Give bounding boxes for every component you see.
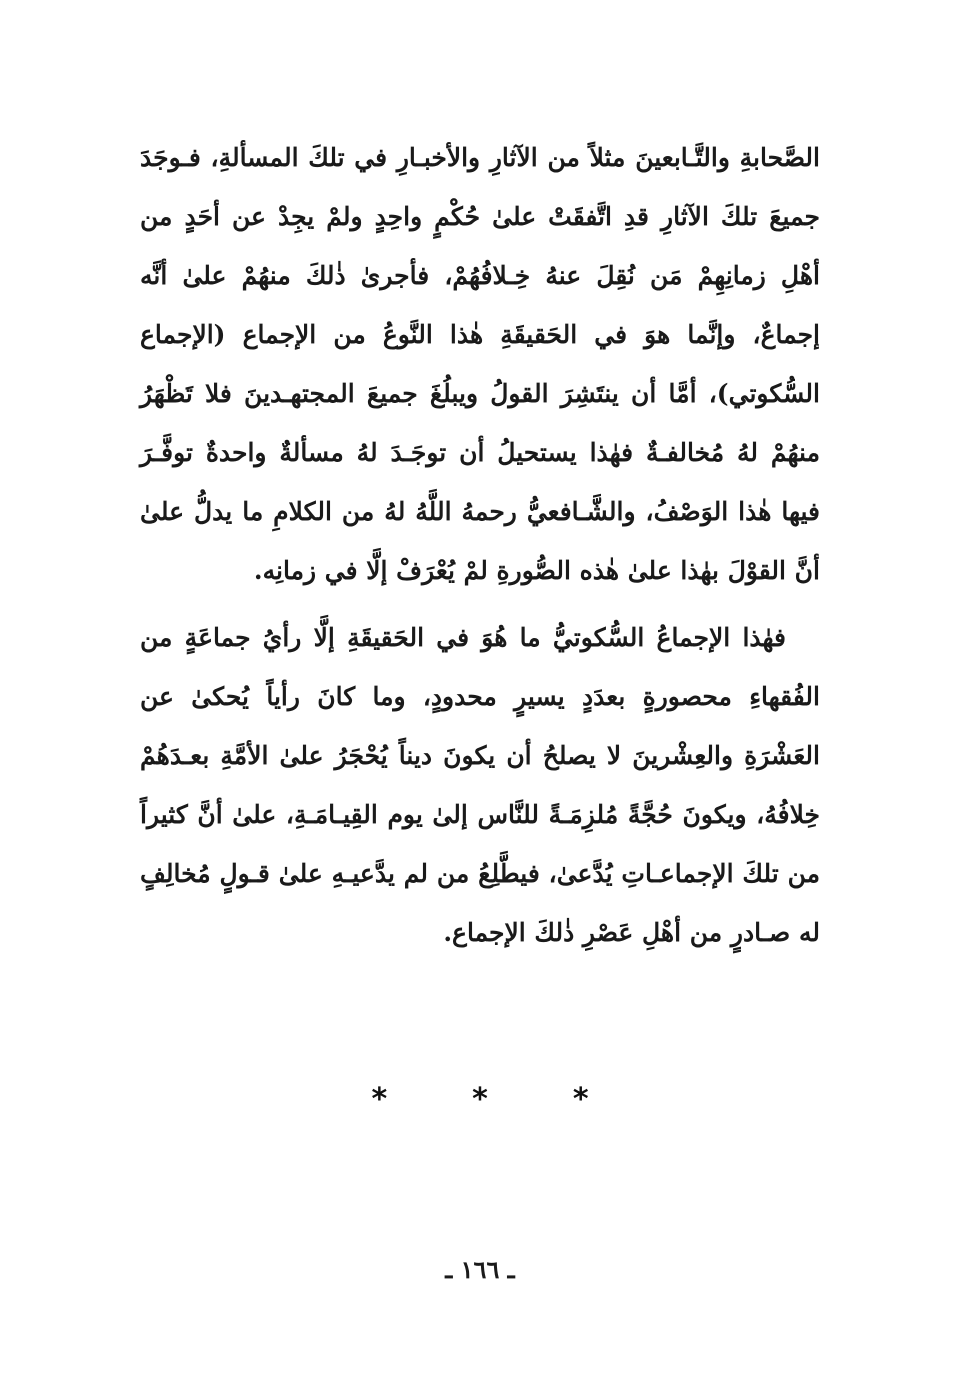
separator-asterisk: * [472, 1082, 488, 1117]
paragraph-2 [140, 608, 820, 962]
paragraph-1: الصَّحابةِ والتَّـابعينَ مثلاً من الآثارِ والأخبـارِ في تلكَ المسألةِ، فـوجَدَ جميعَ تلكَ الآثارِ قدِ اتَّفقَتْ علىٰ حُكْمٍ واحِدٍ ولمْ يجِدْ عن أحَدٍ من أهْلِ زمانِهِمْ مَن نُقِلَ عنهُ خِـلافُهُمْ، فأجرىٰ ذٰلكَ منهُمْ علىٰ أنَّه إجماعٌ، وإنَّما هوَ في الحَقيقَةِ هٰذا النَّوعُ من الإجماع (الإجماع السُّكوتي)، أمَّا أن ينتَشِرَ القولُ ويبلُغَ جميعَ المجتهـدينَ فلا تَظْهَرُ منهُمْ لهُ مُخالفـةٌ فهٰذا يستحيلُ أن توجَـدَ لهُ مسألةٌ واحدةٌ توفَّـرَ فيها هٰذا الوَصْفُ، والشَّـافعيُّ رحمهُ اللَّهُ لهُ من الكلامِ ما يدلُّ علىٰ أنَّ القوْلَ بهٰذا علىٰ هٰذه الصُّورةِ لمْ يُعْرَفْ إلَّا في زمانِه. [140, 143, 820, 585]
paragraph-2-text: فهٰذا الإجماعُ السُّكوتيُّ ما هُوَ في الحَقيقَةِ إلَّا رأيُ جماعَةٍ من الفُقهاءِ محصورةٍ بعدَدٍ يسيرٍ محدودٍ، وما كانَ رأياً يُحكىٰ عن العَشْرَةِ والعِشْرينَ لا يصلحُ أن يكونَ ديناً يُحْجَرُ علىٰ الأمَّةِ بعـدَهُمْ خِلافُهُ، ويكونَ حُجَّةً مُلزِمَـةً للنَّاس إلىٰ يوم القِيـامَـةِ، علىٰ أنَّ كثيراً من تلكَ الإجماعـاتِ يُدَّعىٰ، فيطَّلِعُ من لم يدَّعيـهِ علىٰ قـولٍ مُخالِفٍ له صـادرٍ من أهْلِ عَصْرِ ذٰلكَ الإجماع. [140, 623, 820, 947]
section-separator [0, 1080, 960, 1120]
separator-asterisk: * [572, 1082, 589, 1117]
separator-asterisk: * [371, 1082, 388, 1117]
page-number: ـ ١٦٦ ـ [445, 1255, 515, 1284]
body-text [140, 128, 820, 962]
